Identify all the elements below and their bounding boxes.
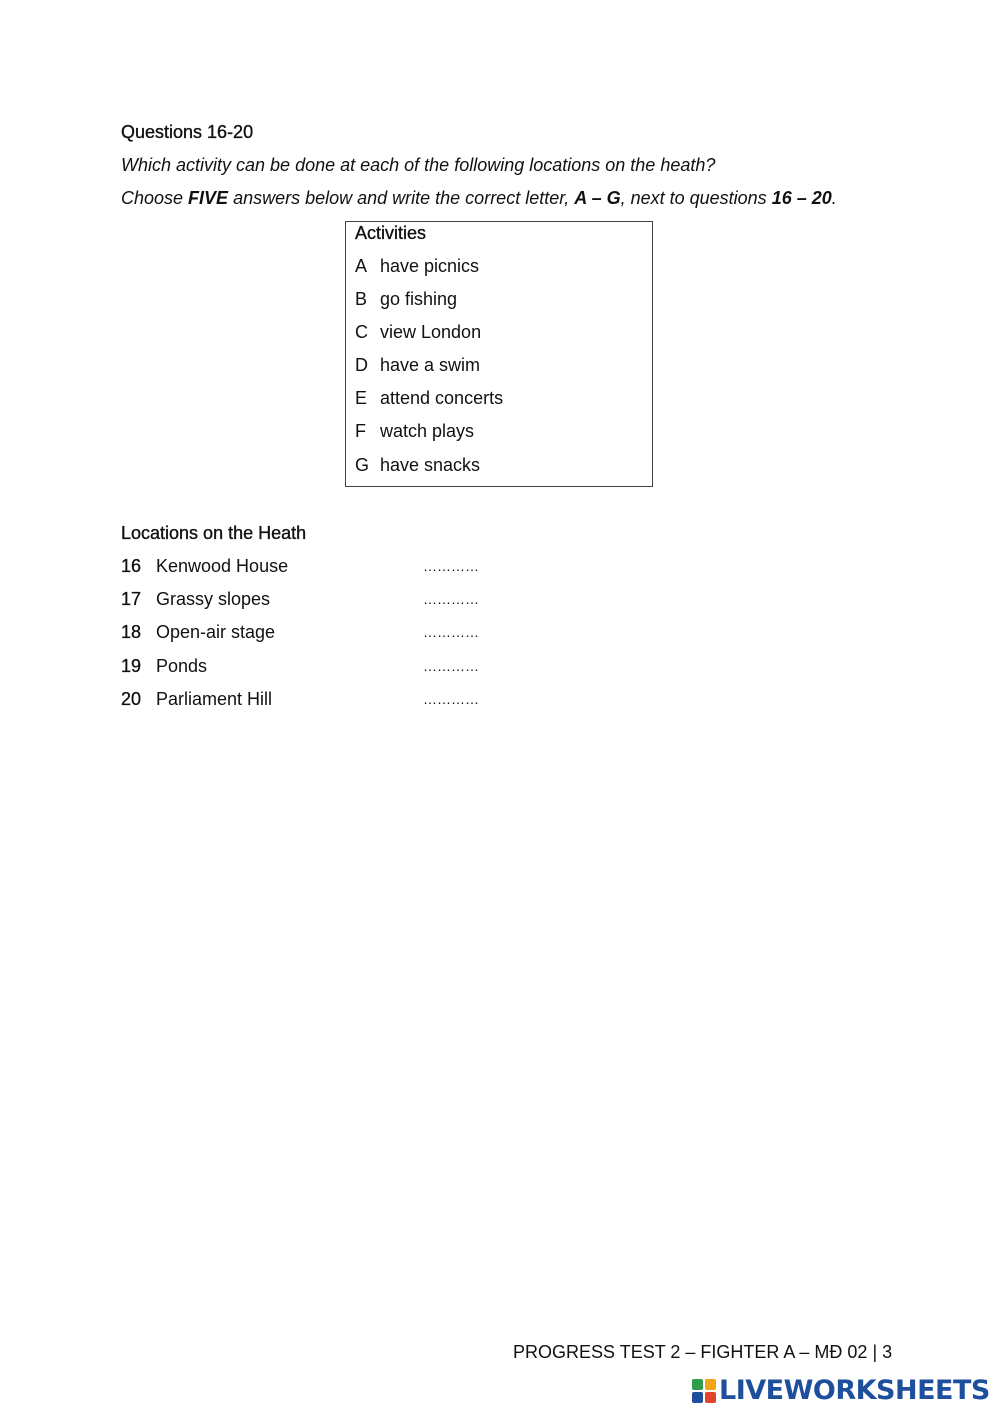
activity-item [355, 420, 474, 442]
locations-title: Locations on the Heath [121, 523, 307, 543]
answer-blank[interactable]: ………… [423, 558, 479, 574]
location-name: Ponds [156, 656, 208, 676]
activity-text: watch plays [380, 421, 475, 441]
location-row [121, 621, 479, 643]
question-number: 18 [121, 622, 142, 642]
answer-blank[interactable]: ………… [423, 624, 479, 640]
activity-letter: A [355, 256, 368, 276]
instruction-bold-questions: 16 – 20 [771, 188, 832, 208]
instruction-text: answers below and write the correct letter, [228, 188, 575, 208]
activity-letter: E [355, 388, 368, 408]
instruction-bold-range: A – G [574, 188, 621, 208]
activity-text: attend concerts [380, 388, 504, 408]
activity-item [355, 387, 503, 409]
activity-item [355, 288, 457, 310]
instruction-bold-five: FIVE [188, 188, 229, 208]
activity-letter: C [355, 322, 368, 342]
instruction-text: Choose [121, 188, 189, 208]
question-number: 17 [121, 589, 142, 609]
activity-text: have snacks [380, 455, 481, 475]
location-name: Open-air stage [156, 622, 276, 642]
activity-letter: G [355, 455, 370, 475]
question-number: 19 [121, 656, 142, 676]
activity-letter: F [355, 421, 366, 441]
activity-letter: B [355, 289, 368, 309]
questions-title: Questions 16-20 [121, 122, 254, 142]
activities-box [345, 221, 653, 487]
logo-grid-icon [692, 1379, 716, 1403]
location-row [121, 555, 479, 577]
activity-text: have a swim [380, 355, 481, 375]
activity-item [355, 255, 479, 277]
activity-item [355, 321, 481, 343]
location-row [121, 588, 479, 610]
activity-item [355, 354, 480, 376]
instruction-line-2 [121, 187, 837, 209]
instruction-text: . [831, 188, 837, 208]
activity-text: view London [380, 322, 482, 342]
activity-text: have picnics [380, 256, 480, 276]
logo-text: LIVEWORKSHEETS [719, 1375, 990, 1406]
activity-letter: D [355, 355, 368, 375]
page-footer: PROGRESS TEST 2 – FIGHTER A – MĐ 02 | 3 [513, 1342, 893, 1362]
location-name: Parliament Hill [156, 689, 273, 709]
instruction-line-1: Which activity can be done at each of the following locations on the heath? [121, 155, 716, 175]
instruction-text: , next to questions [620, 188, 772, 208]
activity-text: go fishing [380, 289, 458, 309]
location-name: Kenwood House [156, 556, 289, 576]
activities-title: Activities [355, 223, 427, 243]
location-row [121, 655, 479, 677]
question-number: 20 [121, 689, 142, 709]
answer-blank[interactable]: ………… [423, 691, 479, 707]
activity-item [355, 454, 480, 476]
location-row [121, 688, 479, 710]
liveworksheets-logo[interactable] [692, 1376, 990, 1406]
answer-blank[interactable]: ………… [423, 591, 479, 607]
location-name: Grassy slopes [156, 589, 271, 609]
question-number: 16 [121, 556, 142, 576]
answer-blank[interactable]: ………… [423, 658, 479, 674]
